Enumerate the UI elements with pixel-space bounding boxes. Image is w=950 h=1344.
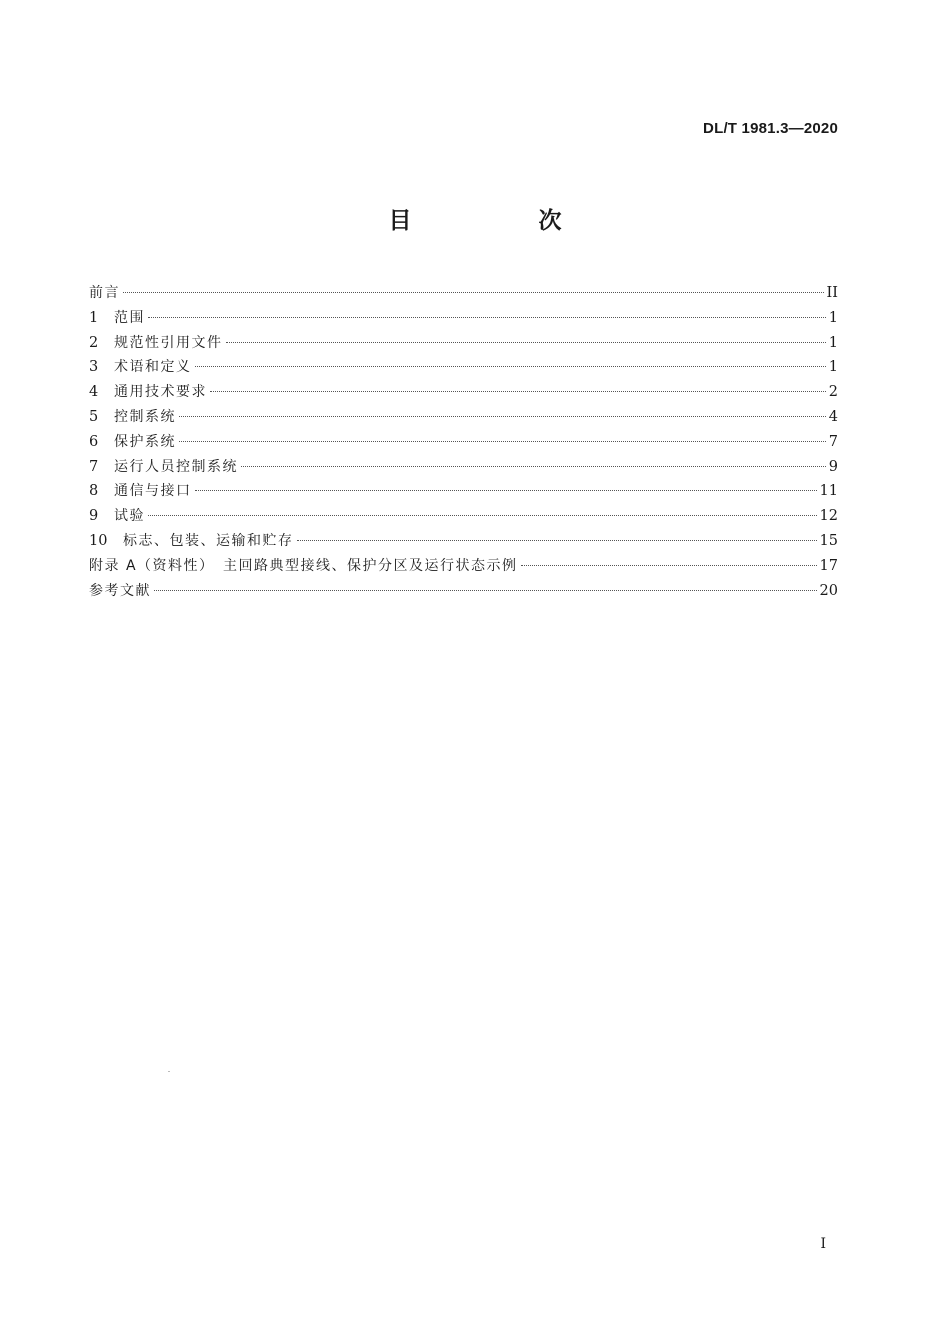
toc-entry-page: 4 [828,408,838,425]
toc-entry-page: 12 [819,508,838,525]
dot-leader [148,515,817,516]
toc-entry-page: II [826,285,838,301]
toc-entry-label: 控制系统 [114,408,176,425]
toc-entry-preface[interactable] [89,281,838,306]
toc-entry-label: 通信与接口 [114,483,192,500]
toc-entry-label: 试验 [114,508,145,525]
toc-entry-6[interactable] [89,430,838,455]
document-code: DL/T 1981.3—2020 [703,120,838,137]
dot-leader [148,317,826,318]
toc-entry-3[interactable] [89,355,838,380]
toc-entry-number: 4 [89,384,99,401]
toc-entry-label: 保护系统 [114,433,176,450]
toc-entry-9[interactable] [89,504,838,529]
toc-entry-page: 2 [828,384,838,401]
dot-leader [179,441,826,442]
toc-entry-page: 17 [819,557,838,574]
toc-entry-number: 10 [89,532,108,549]
table-of-contents [89,281,838,603]
toc-entry-label: 前言 [89,285,120,301]
toc-entry-page: 15 [819,532,838,549]
dot-leader [521,565,817,566]
toc-entry-label: 范围 [114,309,145,326]
dot-leader [195,366,826,367]
toc-entry-page: 9 [828,458,838,475]
toc-title: 目 次 [388,208,614,234]
dot-leader [210,391,826,392]
toc-entry-number: 7 [89,458,99,475]
dot-leader [226,342,826,343]
toc-entry-label: 规范性引用文件 [114,334,223,351]
toc-entry-page: 1 [828,309,838,326]
toc-entry-1[interactable] [89,306,838,331]
toc-entry-4[interactable] [89,380,838,405]
toc-entry-page: 7 [828,433,838,450]
dot-leader [123,292,824,293]
toc-entry-bibliography[interactable] [89,579,838,604]
page-number: I [820,1236,826,1252]
toc-entry-number: 9 [89,508,99,525]
toc-entry-number: 1 [89,309,99,326]
toc-entry-label: 参考文献 [89,582,151,599]
toc-entry-2[interactable] [89,331,838,356]
dot-leader [297,540,817,541]
toc-entry-page: 20 [819,582,838,599]
toc-entry-number: 2 [89,334,99,351]
toc-entry-8[interactable] [89,479,838,504]
toc-entry-number: 8 [89,483,99,500]
toc-entry-number: 3 [89,359,99,376]
toc-entry-label: 术语和定义 [114,359,192,376]
toc-entry-label: 通用技术要求 [114,384,207,401]
toc-entry-label: 标志、包装、运输和贮存 [123,532,294,549]
toc-entry-7[interactable] [89,455,838,480]
dot-leader [241,466,826,467]
toc-entry-appendix-a[interactable] [89,554,838,579]
toc-entry-page: 11 [819,483,838,500]
dot-leader [154,590,817,591]
toc-entry-5[interactable] [89,405,838,430]
toc-entry-number: 6 [89,433,99,450]
toc-entry-10[interactable] [89,529,838,554]
toc-entry-page: 1 [828,359,838,376]
scan-speck [168,1071,170,1072]
dot-leader [179,416,826,417]
toc-entry-label: 附录 A（资料性） 主回路典型接线、保护分区及运行状态示例 [89,557,518,574]
toc-entry-page: 1 [828,334,838,351]
toc-entry-label: 运行人员控制系统 [114,458,238,475]
dot-leader [195,490,817,491]
toc-entry-number: 5 [89,408,99,425]
